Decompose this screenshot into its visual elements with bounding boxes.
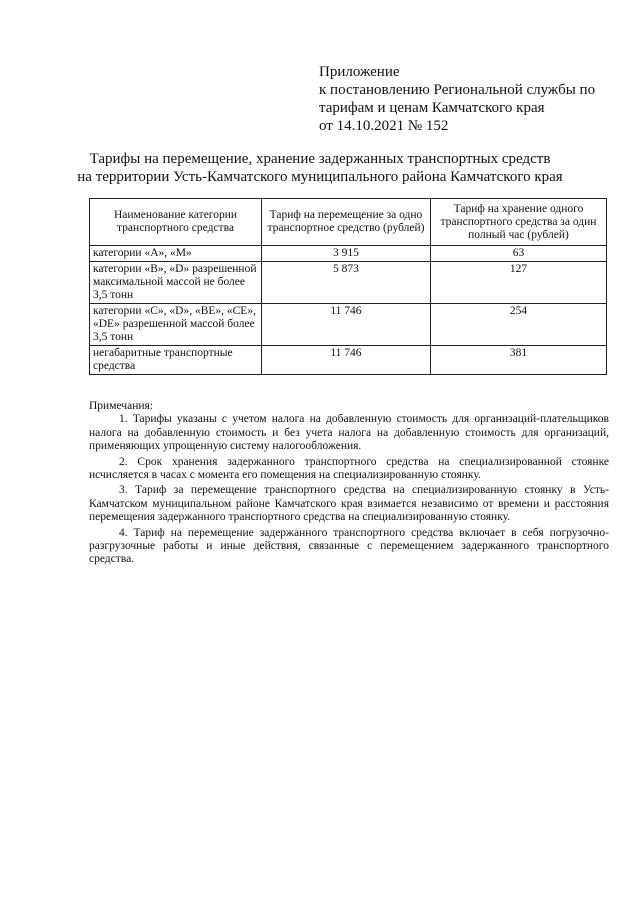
note-item: 2. Срок хранения задержанного транспортного средства на специализированной стоянке исчисляется в часах с момента его помещения на специализированную стоянку.: [89, 455, 609, 482]
storage-cell: 127: [430, 262, 606, 304]
category-cell: категории «C», «D», «BE», «CE», «DE» разрешенной массой более 3,5 тонн: [90, 304, 262, 346]
storage-cell: 254: [430, 304, 606, 346]
note-item: 1. Тарифы указаны с учетом налога на добавленную стоимость для организаций-плательщиков налога на добавленную стоимость и без учета налога на добавленную стоимость для организаций, применяющих упрощенную систему налогообложения.: [89, 413, 609, 453]
transfer-cell: 3 915: [261, 246, 430, 262]
column-header-storage: Тариф на хранение одного транспортного средства за один полный час (рублей): [430, 199, 606, 246]
storage-cell: 381: [430, 346, 606, 375]
category-cell: негабаритные транспортные средства: [90, 346, 262, 375]
column-header-transfer: Тариф на перемещение за одно транспортное средство (рублей): [261, 199, 430, 246]
appendix-block: [319, 63, 619, 135]
table-row: [90, 246, 607, 262]
table-header-row: [90, 199, 607, 246]
transfer-cell: 5 873: [261, 262, 430, 304]
notes-section: [89, 400, 609, 569]
appendix-line: Приложение: [319, 64, 400, 80]
column-header-category: Наименование категории транспортного средства: [90, 199, 262, 246]
transfer-cell: 11 746: [261, 304, 430, 346]
tariff-table: [89, 198, 607, 375]
appendix-line: тарифам и ценам Камчатского края: [319, 100, 545, 116]
note-item: 4. Тариф на перемещение задержанного транспортного средства включает в себя погрузочно-разгрузочные работы и иные действия, связанные с перемещением задержанного транспортного средства.: [89, 526, 609, 566]
storage-cell: 63: [430, 246, 606, 262]
title-line: Тарифы на перемещение, хранение задержанных транспортных средств: [89, 151, 551, 167]
table-row: [90, 304, 607, 346]
title-line: на территории Усть-Камчатского муниципального района Камчатского края: [77, 169, 563, 185]
table-row: [90, 262, 607, 304]
category-cell: категории «A», «M»: [90, 246, 262, 262]
appendix-line: от 14.10.2021 № 152: [319, 118, 449, 134]
table-row: [90, 346, 607, 375]
transfer-cell: 11 746: [261, 346, 430, 375]
note-item: 3. Тариф за перемещение транспортного средства на специализированную стоянку в Усть-Камчатском муниципальном районе Камчатского края взимается независимо от времени и расстояния перемещения задержанного транспортного средства на специализированную стоянку.: [89, 484, 609, 524]
category-cell: категории «B», «D» разрешенной максимальной массой не более 3,5 тонн: [90, 262, 262, 304]
notes-heading: Примечания:: [89, 400, 153, 412]
appendix-line: к постановлению Региональной службы по: [319, 82, 596, 98]
document-title: [40, 150, 600, 186]
